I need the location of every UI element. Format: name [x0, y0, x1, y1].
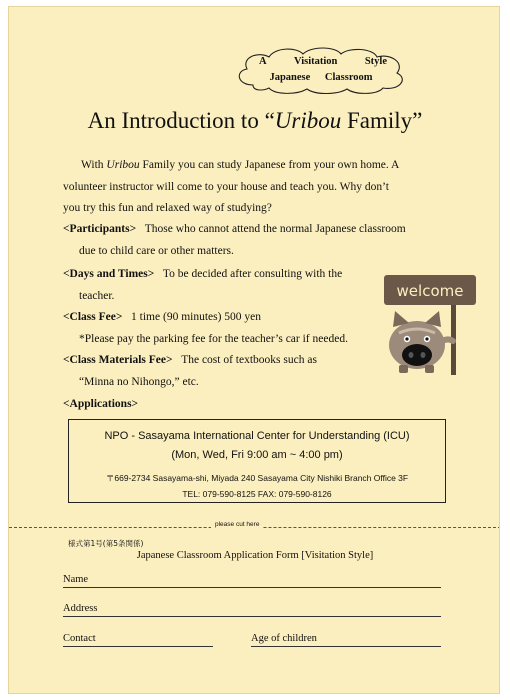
org-name: NPO - Sasayama International Center for Understanding (ICU) — [104, 430, 410, 442]
phone-fax: TEL: 079-590-8125 FAX: 079-590-8126 — [182, 489, 332, 499]
section-heading: <Applications> — [63, 398, 139, 410]
cut-label: please cut here — [211, 521, 263, 528]
banner-cloud — [231, 45, 411, 95]
flyer-page — [8, 6, 500, 694]
section-heading: <Class Materials Fee> — [63, 354, 173, 366]
form-title: Japanese Classroom Application Form [Visitation Style] — [136, 550, 374, 561]
form-number: 様式第1号(第5条関係) — [68, 539, 144, 548]
age-of-children-field[interactable] — [251, 630, 441, 647]
section-heading: <Participants> — [63, 223, 137, 235]
participants-section: <Participants> Those who cannot attend the normal Japanese classroom due to child care or other matters. — [63, 223, 406, 257]
field-label: Age of children — [251, 633, 317, 644]
field-label: Address — [63, 603, 98, 614]
class-fee-section: <Class Fee> 1 time (90 minutes) 500 yen *Please pay the parking fee for the teacher’s car if needed. — [63, 311, 348, 345]
banner-word: Style — [364, 56, 387, 67]
applications-section — [63, 394, 435, 416]
name-field[interactable] — [63, 571, 441, 588]
contact-field[interactable] — [63, 630, 213, 647]
contact-box — [68, 419, 446, 503]
postal-address: 〒669-2734 Sasayama-shi, Miyada 240 Sasayama City Nishiki Branch Office 3F — [105, 473, 409, 483]
days-section: <Days and Times> To be decided after consulting with the teacher. — [63, 268, 343, 302]
field-label: Contact — [63, 633, 96, 644]
banner-line-2 — [231, 72, 411, 83]
page-title: An Introduction to “Uribou Family” — [87, 108, 423, 133]
address-field[interactable] — [63, 600, 441, 617]
banner-word: Visitation — [294, 56, 338, 67]
section-heading: <Class Fee> — [63, 311, 123, 323]
welcome-sign-text: welcome — [396, 282, 464, 300]
banner-word: A — [259, 56, 267, 67]
office-hours: (Mon, Wed, Fri 9:00 am ~ 4:00 pm) — [171, 449, 343, 461]
banner-word: Japanese — [269, 72, 311, 83]
cloud-shape-icon — [231, 45, 411, 95]
field-label: Name — [63, 574, 89, 585]
banner-word: Classroom — [324, 72, 373, 83]
banner-line-1 — [231, 56, 411, 67]
cut-line — [9, 522, 500, 534]
section-heading: <Days and Times> — [63, 268, 155, 280]
intro-paragraph: With Uribou Family you can study Japanese from your own home. A volunteer instructor will come to your house and teach you. Why don’t you try this fun and relaxed way of studying? — [63, 159, 400, 214]
materials-section: <Class Materials Fee> The cost of textbooks such as “Minna no Nihongo,” etc. — [63, 354, 317, 388]
boar-mascot-icon — [381, 271, 481, 381]
